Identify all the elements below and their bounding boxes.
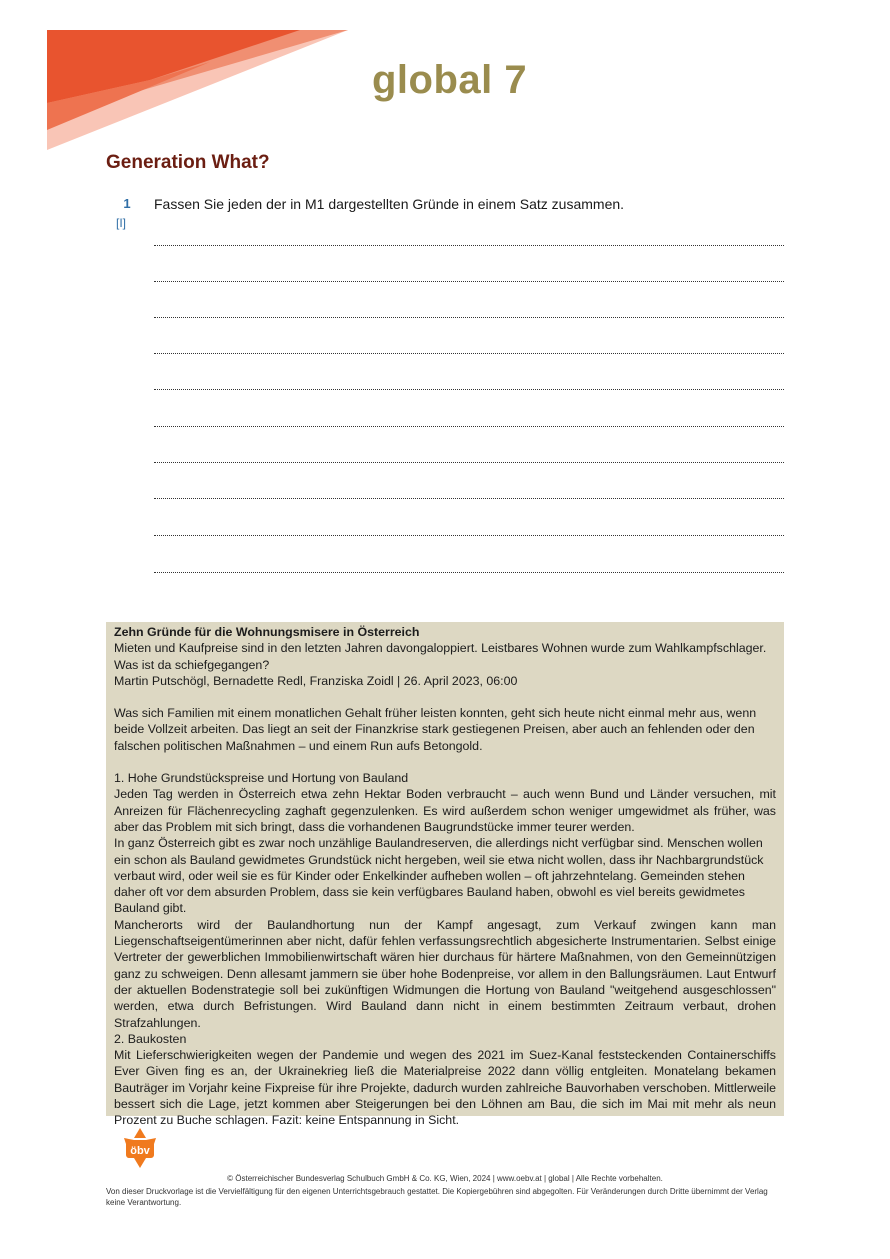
section1-heading: 1. Hohe Grundstückspreise und Hortung von Bauland — [114, 771, 409, 786]
source-title: Zehn Gründe für die Wohnungsmisere in Österreich — [114, 625, 420, 639]
header-banner-graphic — [0, 0, 360, 160]
worksheet-heading: Generation What? — [106, 152, 270, 173]
publication-title: global 7 — [372, 58, 528, 102]
task-number: 1 — [123, 196, 131, 211]
section2-heading: 2. Baukosten — [114, 1031, 187, 1046]
answer-line[interactable] — [154, 426, 784, 427]
answer-line[interactable] — [154, 535, 784, 536]
paragraph-spacer — [114, 754, 776, 770]
logo-text: öbv — [130, 1145, 150, 1157]
source-text-box — [106, 622, 784, 1128]
answer-line[interactable] — [154, 245, 784, 246]
section2-paragraph-1: Mit Lieferschwierigkeiten wegen der Pandemie und wegen des 2021 im Suez-Kanal feststeckenden Containerschiffs Ever Given fing es an, der Ukrainekrieg ließ die Materialpreise 2022 dann völlig entgleiten. Monatelang bekamen Bauträger im Vorjahr keine Fixpreise für ihre Projekte, dadurch wurden zahlreiche Bauvorhaben verschoben. Mittlerweile bessert sich die Lage, jetzt kommen aber Steigerungen bei den Löhnen am Bau, die sich im Mai mit mehr als neun Prozent zu Buche schlagen. Fazit: keine Entspannung in Sicht. — [114, 1048, 776, 1128]
answer-line[interactable] — [154, 281, 784, 282]
section1-paragraph-2: In ganz Österreich gibt es zwar noch unzählige Baulandreserven, die allerdings nicht verfügbar sind. Menschen wollen ein schon als Bauland gewidmetes Grundstück nicht hergeben, weil sie etwa nicht wollen, dass ihr Nachbargrundstück verbaut wird, oder weil sie es für Kinder oder Enkelkinder aufheben wollen – oft jahrzehntelang. Gemeinden stehen daher oft vor dem absurden Problem, dass sie kein verfügbares Bauland haben, obwohl es viel bereits gewidmetes Bauland gibt. — [114, 836, 764, 916]
answer-line[interactable] — [154, 317, 784, 318]
answer-line[interactable] — [154, 353, 784, 354]
footer-copyright: © Österreichischer Bundesverlag Schulbuch GmbH & Co. KG, Wien, 2024 | www.oebv.at | global | Alle Rechte vorbehalten. — [227, 1174, 663, 1183]
source-byline: Martin Putschögl, Bernadette Redl, Franziska Zoidl | 26. April 2023, 06:00 — [114, 673, 518, 688]
answer-line[interactable] — [154, 572, 784, 573]
task-instruction: Fassen Sie jeden der in M1 dargestellten Gründe in einem Satz zusammen. — [154, 196, 625, 212]
section1-paragraph-1: Jeden Tag werden in Österreich etwa zehn Hektar Boden verbraucht – auch wenn Bund und Länder versuchen, mit Anreizen für Flächenrecycling zaghaft gegenzulenken. Es wird außerdem schon weniger umgewidmet als früher, was aber das Problem mit sich bringt, dass die vorhandenen Baugrundstücke immer teurer werden. — [114, 787, 776, 834]
section1-paragraph-3: Mancherorts wird der Baulandhortung nun der Kampf angesagt, zum Verkauf zwingen kann man Liegenschaftseigentümerinnen aber nicht, dafür fehlen verfassungsrechtlich abgesicherte Instrumentarien. Selbst einige Vertreter der gewerblichen Immobilienwirtschaft wären hier durchaus für härtere Maßnahmen, von den Gemeinnützigen ganz zu schweigen. Denn allesamt jammern sie über hohe Bodenpreise, vor allem in den Ballungsräumen. Laut Entwurf der aktuellen Bodenstrategie soll bei zukünftigen Widmungen die Hortung von Bauland "weitgehend ausgeschlossen" werden, etwa durch Befristungen. Wird Bauland dann nicht in einem bestimmten Zeitraum verbaut, drohen Strafzahlungen. — [114, 917, 776, 1030]
source-text-content — [114, 624, 776, 1129]
answer-line[interactable] — [154, 498, 784, 499]
paragraph-spacer — [114, 689, 776, 705]
answer-line[interactable] — [154, 462, 784, 463]
source-lead: Mieten und Kaufpreise sind in den letzten Jahren davongaloppiert. Leistbares Wohnen wurde zum Wahlkampfschlager. Was ist da schiefgegangen? — [114, 641, 767, 672]
answer-line[interactable] — [154, 389, 784, 390]
source-intro: Was sich Familien mit einem monatlichen Gehalt früher leisten konnten, geht sich heute nicht einmal mehr aus, wenn beide Vollzeit arbeiten. Das liegt an seit der Finanzkrise stark gestiegenen Preisen, aber auch an fehlenden oder den falschen politischen Maßnahmen – und einem Run aufs Betongold. — [114, 706, 757, 753]
oebv-logo-icon — [118, 1126, 162, 1170]
task-level: [I] — [116, 216, 127, 230]
footer-notice: Von dieser Druckvorlage ist die Vervielfältigung für den eigenen Unterrichtsgebrauch gestattet. Die Kopiergebühren sind abgegolten. Für Veränderungen durch Dritte übernimmt der Verlag keine Verantwortung. — [106, 1187, 768, 1207]
